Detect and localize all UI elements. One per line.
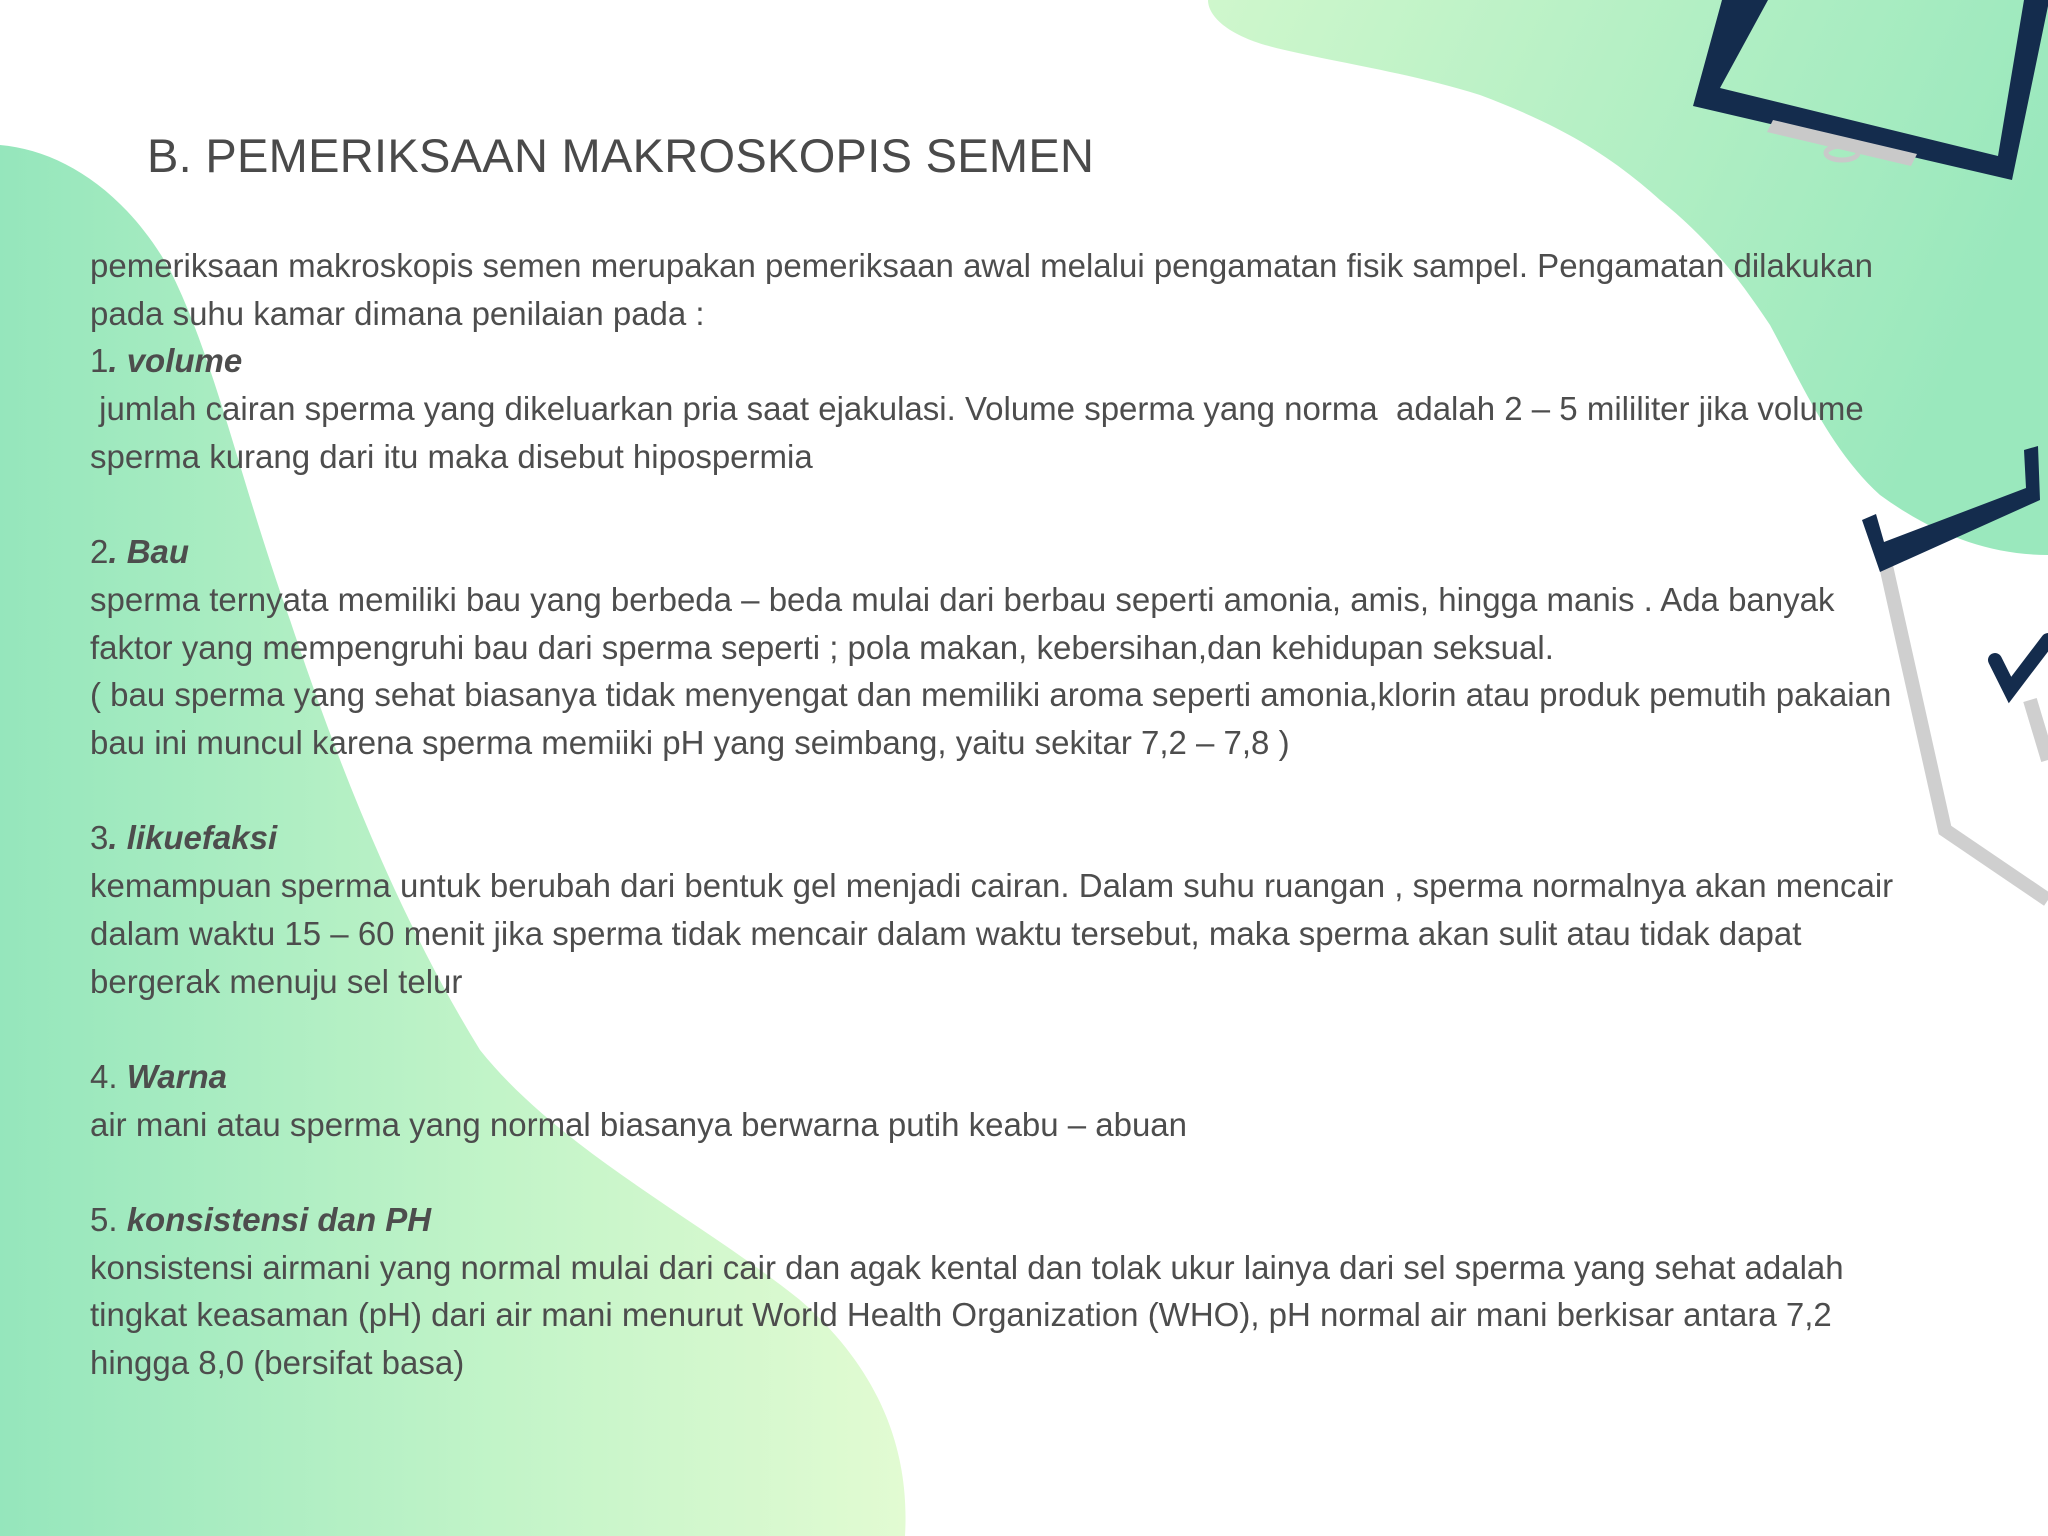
section-title: Warna	[126, 1057, 227, 1095]
section-heading-warna	[90, 1053, 1900, 1101]
section-title: . likuefaksi	[108, 819, 278, 857]
section-text-likuefaksi: kemampuan sperma untuk berubah dari bentuk gel menjadi cairan. Dalam suhu ruangan , sperma normalnya akan mencair dalam waktu 15 – 60 menit jika sperma tidak mencair dalam waktu tersebut, maka sperma akan sulit atau tidak dapat bergerak menuju sel telur	[90, 867, 1894, 1000]
section-text-warna: air mani atau sperma yang normal biasanya berwarna putih keabu – abuan	[90, 1105, 1188, 1143]
slide-body	[90, 242, 1900, 1387]
section-heading-likuefaksi	[90, 814, 1900, 862]
section-number: 5.	[90, 1201, 127, 1238]
section-number: 1	[90, 342, 109, 380]
section-number: 4.	[90, 1057, 127, 1095]
section-title: . Bau	[108, 533, 190, 571]
section-title: . volume	[108, 342, 243, 380]
spacer	[90, 1148, 1900, 1196]
section-text-konsistensi: konsistensi airmani yang normal mulai dari cair dan agak kental dan tolak ukur lainya dari sel sperma yang sehat adalah tingkat keasaman (pH) dari air mani menurut World Health Organization (WHO), pH normal air mani berkisar antara 7,2 hingga 8,0 (bersifat basa)	[90, 1248, 1844, 1382]
slide-title: B. PEMERIKSAAN MAKROSKOPIS SEMEN	[147, 129, 1095, 182]
spacer	[90, 1005, 1900, 1053]
section-text-bau-note: ( bau sperma yang sehat biasanya tidak menyengat dan memiliki aroma seperti amonia,klorin atau produk pemutih pakaian bau ini muncul karena sperma memiiki pH yang seimbang, yaitu sekitar 7,2 – 7,8 )	[90, 676, 1892, 762]
intro-paragraph: pemeriksaan makroskopis semen merupakan pemeriksaan awal melalui pengamatan fisik sampel. Pengamatan dilakukan pada suhu kamar dimana penilaian pada :	[90, 247, 1873, 332]
section-title: konsistensi dan PH	[126, 1201, 432, 1238]
section-text-bau: sperma ternyata memiliki bau yang berbeda – beda mulai dari berbau seperti amonia, amis, hingga manis . Ada banyak faktor yang mempengruhi bau dari sperma seperti ; pola makan, kebersihan,dan kehidupan seksual.	[90, 580, 1835, 666]
section-heading-konsistensi	[90, 1196, 1900, 1244]
spacer	[90, 767, 1900, 815]
spacer	[90, 481, 1900, 529]
section-number: 3	[90, 819, 109, 857]
section-text-volume: jumlah cairan sperma yang dikeluarkan pria saat ejakulasi. Volume sperma yang norma adalah 2 – 5 mililiter jika volume sperma kurang dari itu maka disebut hipospermia	[90, 390, 1873, 475]
section-number: 2	[90, 533, 109, 571]
section-heading-volume	[90, 337, 1900, 385]
section-heading-bau	[90, 528, 1900, 576]
